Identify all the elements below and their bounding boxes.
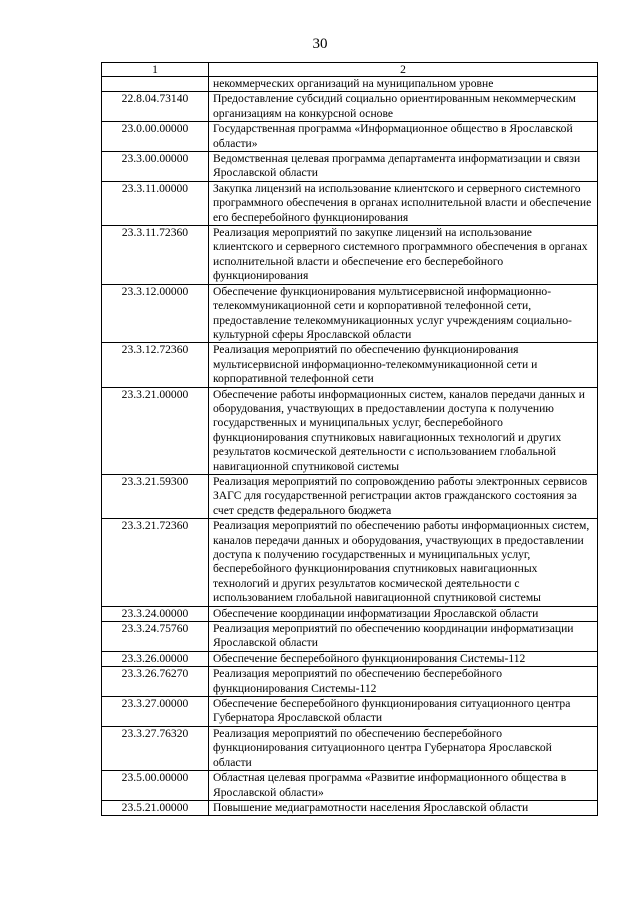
- table-row: [102, 622, 598, 652]
- table-row: [102, 152, 598, 182]
- table-row: [102, 697, 598, 727]
- table-row: [102, 226, 598, 285]
- row-code: 23.3.12.72360: [102, 343, 209, 387]
- row-code: 23.3.00.00000: [102, 152, 209, 182]
- row-name: Обеспечение функционирования мультисервисной информационно-телекоммуникационной сети и корпоративной телефонной сети, предоставление телекоммуникационных услуг учреждениям социально-культурной сферы Ярославской области: [209, 284, 598, 343]
- row-name: Реализация мероприятий по закупке лицензий на использование клиентского и серверного системного программного обеспечения в органах исполнительной власти и обеспечение его бесперебойного функционирования: [209, 226, 598, 285]
- table-row: [102, 122, 598, 152]
- row-name: Обеспечение бесперебойного функционирования ситуационного центра Губернатора Ярославской области: [209, 697, 598, 727]
- row-code: 23.3.21.59300: [102, 474, 209, 518]
- row-code: 23.3.11.72360: [102, 226, 209, 285]
- table-row: [102, 343, 598, 387]
- row-name: Реализация мероприятий по обеспечению бесперебойного функционирования Системы-112: [209, 667, 598, 697]
- table-row: [102, 519, 598, 606]
- table-row: [102, 726, 598, 770]
- row-code: 23.0.00.00000: [102, 122, 209, 152]
- table-row: [102, 651, 598, 666]
- row-name: Обеспечение координации информатизации Ярославской области: [209, 606, 598, 621]
- row-name: Повышение медиаграмотности населения Ярославской области: [209, 800, 598, 815]
- row-code: 23.5.21.00000: [102, 800, 209, 815]
- row-name: Государственная программа «Информационное общество в Ярославской области»: [209, 122, 598, 152]
- table-row: [102, 387, 598, 474]
- row-code: 23.3.11.00000: [102, 181, 209, 225]
- table-row: [102, 77, 598, 92]
- row-name: Реализация мероприятий по сопровождению работы электронных сервисов ЗАГС для государственной регистрации актов гражданского состояния за счет средств федерального бюджета: [209, 474, 598, 518]
- row-name: Реализация мероприятий по обеспечению координации информатизации Ярославской области: [209, 622, 598, 652]
- row-code: [102, 77, 209, 92]
- table-row: [102, 284, 598, 343]
- row-code: 23.3.24.00000: [102, 606, 209, 621]
- row-code: 23.3.26.00000: [102, 651, 209, 666]
- row-code: 23.3.26.76270: [102, 667, 209, 697]
- page-number: 30: [312, 36, 328, 52]
- row-name: Обеспечение бесперебойного функционирования Системы-112: [209, 651, 598, 666]
- row-name: Реализация мероприятий по обеспечению работы информационных систем, каналов передачи данных и оборудования, участвующих в предоставлении доступа к получению государственных и муниципальных услуг, бесперебойного функционирования спутниковых навигационных технологий и других результатов космической деятельности с использованием глобальной навигационной спутниковой системы: [209, 519, 598, 606]
- table-row: [102, 771, 598, 801]
- column-header-name: 2: [209, 63, 598, 77]
- table-row: [102, 667, 598, 697]
- table-row: [102, 181, 598, 225]
- row-name: Предоставление субсидий социально ориентированным некоммерческим организациям на конкурсной основе: [209, 92, 598, 122]
- row-code: 23.3.24.75760: [102, 622, 209, 652]
- row-code: 23.3.12.00000: [102, 284, 209, 343]
- row-code: 23.3.27.00000: [102, 697, 209, 727]
- row-code: 23.5.00.00000: [102, 771, 209, 801]
- row-code: 23.3.27.76320: [102, 726, 209, 770]
- row-code: 22.8.04.73140: [102, 92, 209, 122]
- row-name: Реализация мероприятий по обеспечению бесперебойного функционирования ситуационного центра Губернатора Ярославской области: [209, 726, 598, 770]
- row-name: некоммерческих организаций на муниципальном уровне: [209, 77, 598, 92]
- budget-codes-table: [101, 62, 598, 816]
- row-name: Закупка лицензий на использование клиентского и серверного системного программного обеспечения в органах исполнительной власти и обеспечение его бесперебойного функционирования: [209, 181, 598, 225]
- column-header-code: 1: [102, 63, 209, 77]
- table-row: [102, 474, 598, 518]
- table-row: [102, 800, 598, 815]
- row-name: Обеспечение работы информационных систем, каналов передачи данных и оборудования, участвующих в предоставлении доступа к получению государственных и муниципальных услуг, бесперебойного функционирования спутниковых навигационных технологий и других результатов космической деятельности с использованием глобальной навигационной спутниковой системы: [209, 387, 598, 474]
- table-header-row: [102, 63, 598, 77]
- row-code: 23.3.21.00000: [102, 387, 209, 474]
- row-name: Ведомственная целевая программа департамента информатизации и связи Ярославской области: [209, 152, 598, 182]
- table-row: [102, 92, 598, 122]
- table-row: [102, 606, 598, 621]
- row-name: Реализация мероприятий по обеспечению функционирования мультисервисной информационно-телекоммуникационной сети и корпоративной телефонной сети: [209, 343, 598, 387]
- row-code: 23.3.21.72360: [102, 519, 209, 606]
- row-name: Областная целевая программа «Развитие информационного общества в Ярославской области»: [209, 771, 598, 801]
